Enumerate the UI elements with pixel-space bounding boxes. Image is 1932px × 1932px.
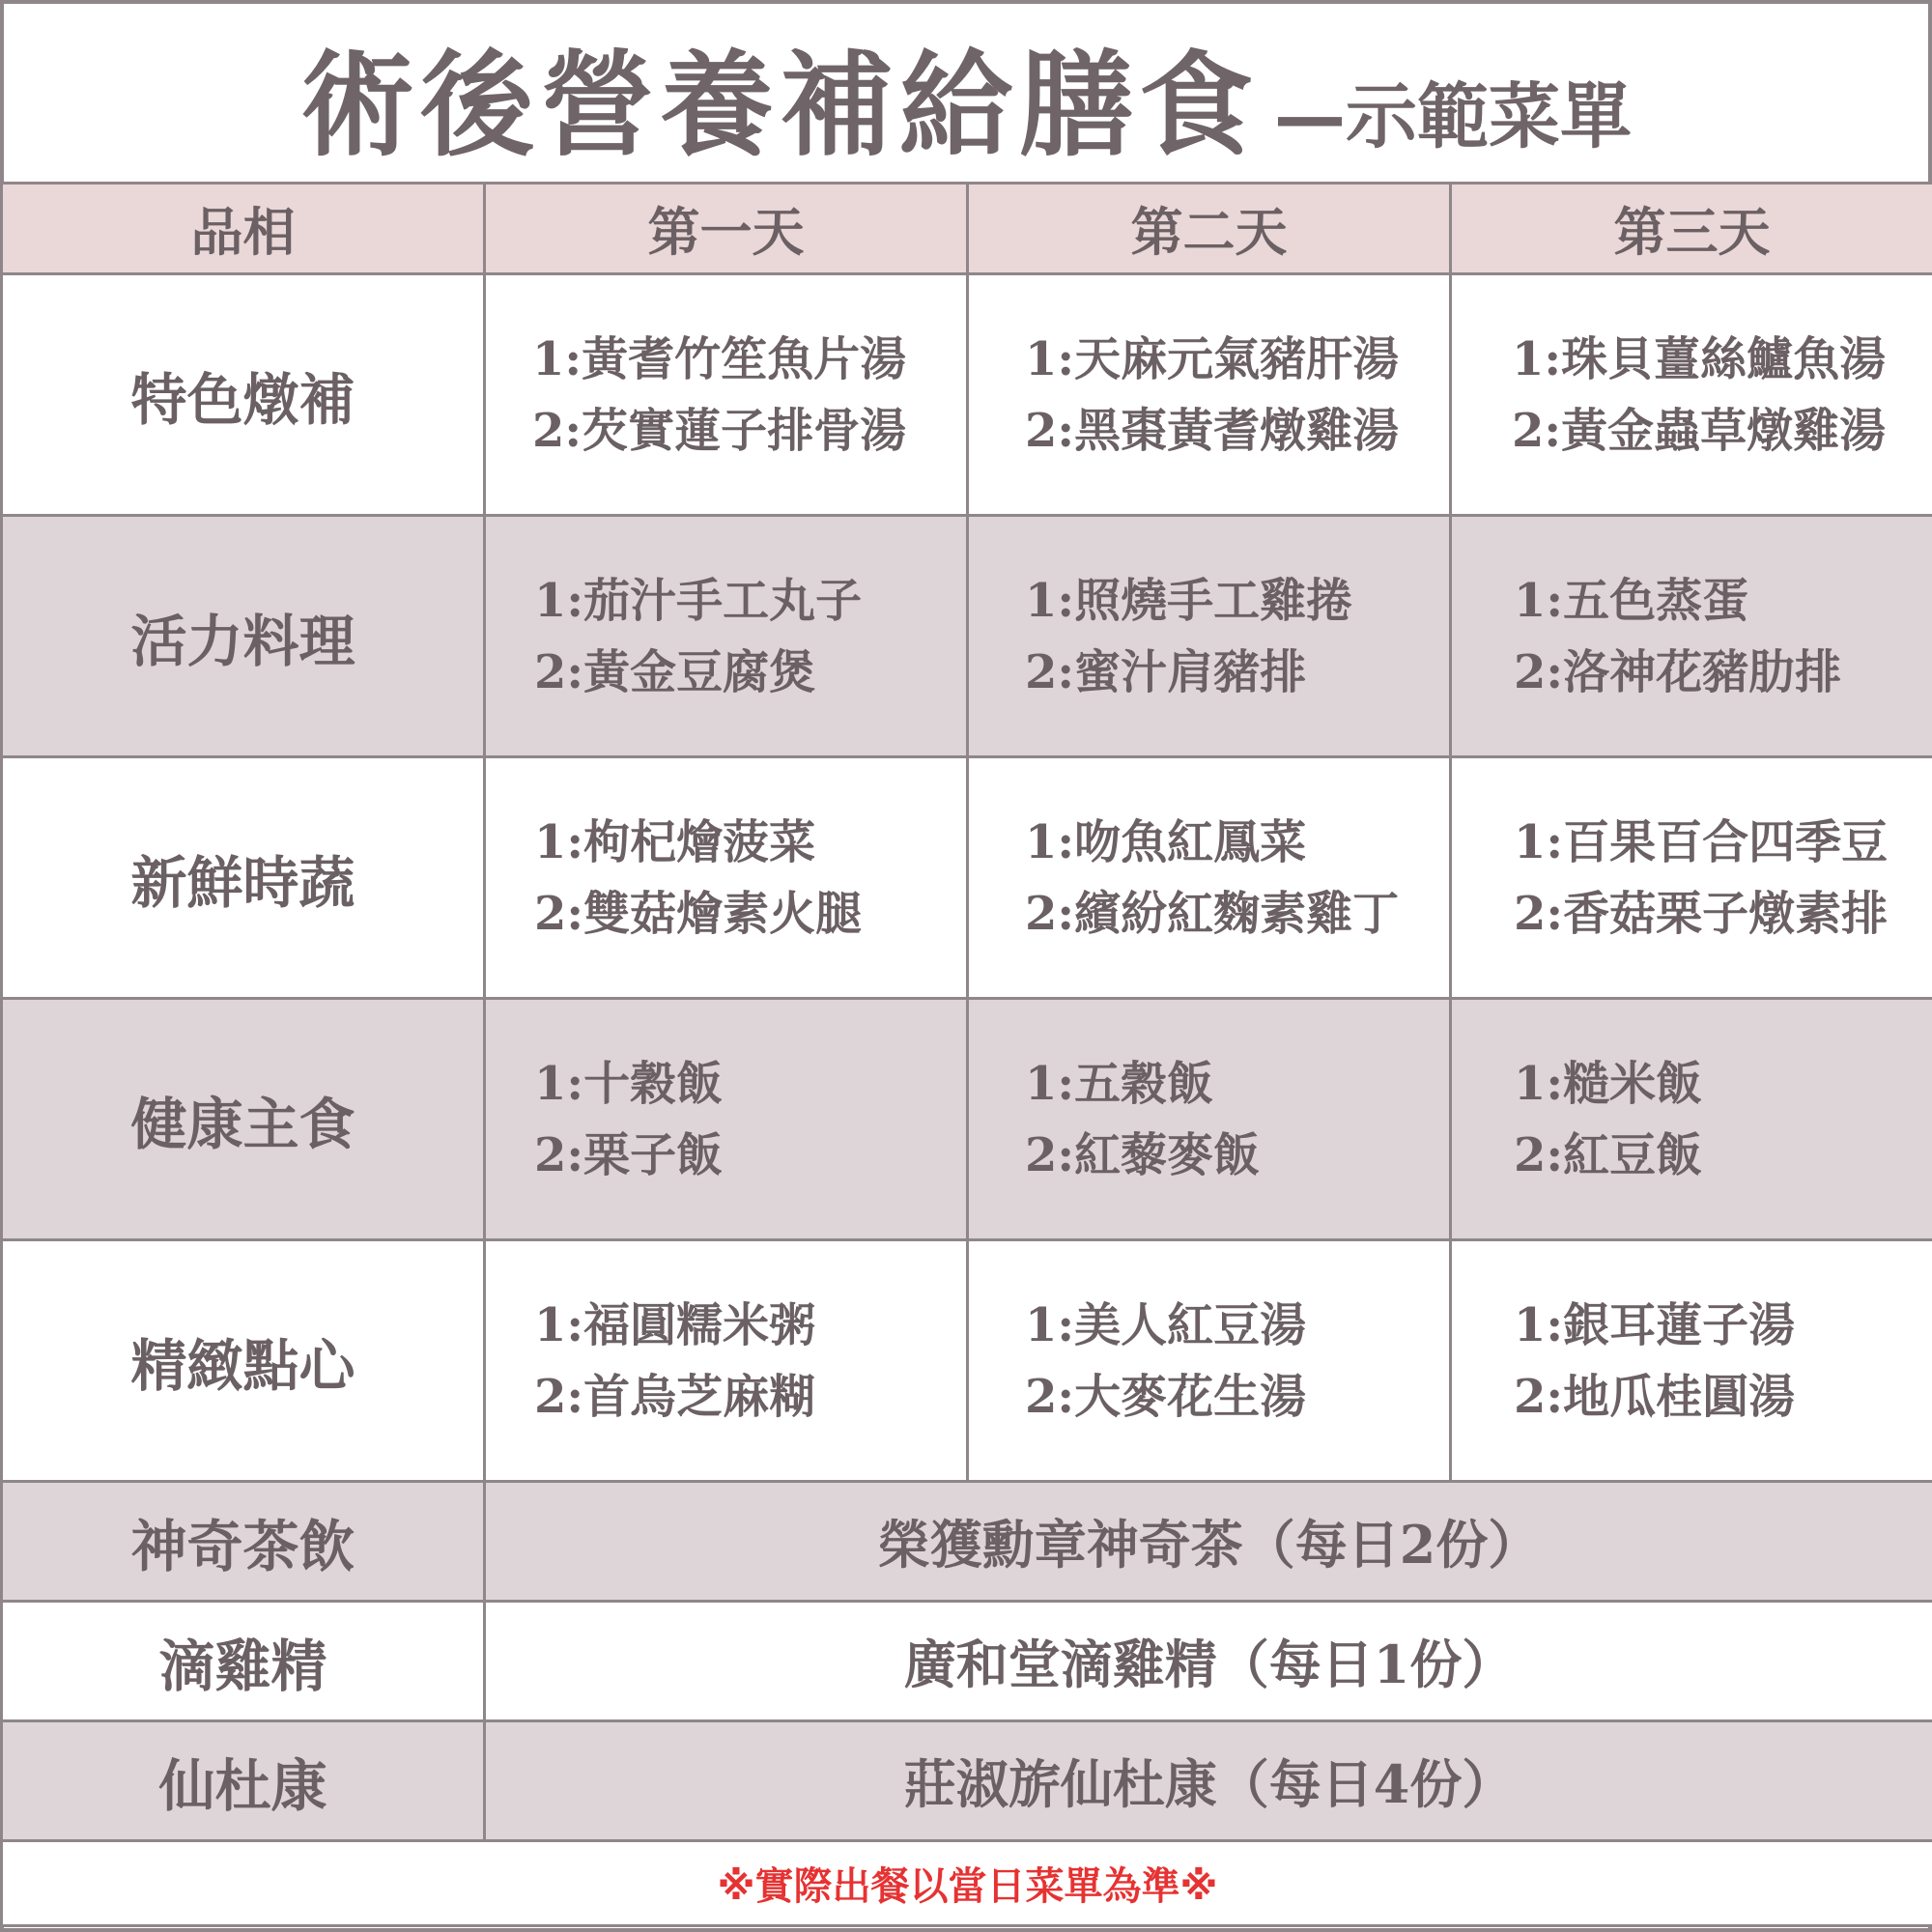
dish-item: 2:首烏芝麻糊: [534, 1369, 816, 1424]
dish-cell: [1451, 757, 1932, 999]
header-day-1: 第一天: [485, 184, 968, 274]
category-cell: 新鮮時蔬: [2, 757, 485, 999]
dish-cell: [485, 516, 968, 757]
page-title: 術後營養補給膳食: [299, 39, 1259, 172]
category-cell: 仙杜康: [2, 1721, 485, 1841]
table-row: [2, 1240, 1932, 1482]
extra-value-cell: 廣和堂滴雞精（每日1份）: [485, 1602, 1932, 1721]
category-cell: 特色燉補: [2, 274, 485, 516]
dish-cell: [1451, 516, 1932, 757]
dish-cell: [968, 274, 1451, 516]
dish-item: 2:香菇栗子燉素排: [1514, 886, 1889, 941]
dish-item: 2:繽紛紅麴素雞丁: [1025, 886, 1400, 941]
category-cell: 健康主食: [2, 999, 485, 1240]
dish-item: 1:福圓糯米粥: [534, 1297, 816, 1352]
dish-item: 2:地瓜桂圓湯: [1514, 1369, 1796, 1424]
dish-item: 1:糙米飯: [1514, 1056, 1703, 1111]
dish-item: 2:雙菇燴素火腿: [534, 886, 863, 941]
dish-item: 2:黃金豆腐煲: [534, 644, 816, 699]
dish-cell: [968, 999, 1451, 1240]
category-cell: 精緻點心: [2, 1240, 485, 1482]
dish-item: 2:芡實蓮子排骨湯: [532, 403, 907, 458]
dish-item: 1:茄汁手工丸子: [534, 573, 863, 628]
dish-item: 1:銀耳蓮子湯: [1514, 1297, 1796, 1352]
dish-cell: [485, 274, 968, 516]
title-bar: [0, 17, 1932, 172]
dish-item: 1:天麻元氣豬肝湯: [1025, 331, 1400, 386]
dish-cell: [968, 1240, 1451, 1482]
dish-item: 2:洛神花豬肋排: [1514, 644, 1842, 699]
dish-item: 2:大麥花生湯: [1025, 1369, 1307, 1424]
dish-item: 2:黃金蟲草燉雞湯: [1512, 403, 1887, 458]
table-row-xianduikang: [2, 1721, 1932, 1841]
extra-value-cell: 莊淑旂仙杜康（每日4份）: [485, 1721, 1932, 1841]
dish-cell: [1451, 999, 1932, 1240]
dish-item: 2:蜜汁肩豬排: [1025, 644, 1307, 699]
header-day-2: 第二天: [968, 184, 1451, 274]
dish-item: 1:吻魚紅鳳菜: [1025, 814, 1307, 869]
table-row: [2, 757, 1932, 999]
dish-item: 1:美人紅豆湯: [1025, 1297, 1307, 1352]
page-subtitle: —示範菜單: [1274, 75, 1632, 158]
dish-cell: [968, 516, 1451, 757]
footer-note: ※實際出餐以當日菜單為準※: [2, 1841, 1932, 1926]
dish-cell: [485, 757, 968, 999]
table-header-row: [2, 184, 1932, 274]
dish-item: 1:枸杞燴菠菜: [534, 814, 816, 869]
table-row-chicken-essence: [2, 1602, 1932, 1721]
table-footer-row: [2, 1841, 1932, 1926]
dish-cell: [485, 1240, 968, 1482]
dish-item: 1:十穀飯: [534, 1056, 724, 1111]
dish-cell: [485, 999, 968, 1240]
table-row: [2, 999, 1932, 1240]
dish-cell: [968, 757, 1451, 999]
category-cell: 滴雞精: [2, 1602, 485, 1721]
category-cell: 活力料理: [2, 516, 485, 757]
category-cell: 神奇茶飲: [2, 1482, 485, 1602]
dish-cell: [1451, 274, 1932, 516]
dish-item: 1:五色蒸蛋: [1514, 573, 1749, 628]
dish-item: 1:黃耆竹笙魚片湯: [532, 331, 907, 386]
header-day-3: 第三天: [1451, 184, 1932, 274]
dish-item: 2:黑棗黃耆燉雞湯: [1025, 403, 1400, 458]
extra-value-cell: 榮獲勳章神奇茶（每日2份）: [485, 1482, 1932, 1602]
table-row: [2, 516, 1932, 757]
header-category: 品相: [2, 184, 485, 274]
dish-item: 1:百果百合四季豆: [1514, 814, 1889, 869]
dish-item: 1:照燒手工雞捲: [1025, 573, 1353, 628]
dish-item: 1:五穀飯: [1025, 1056, 1214, 1111]
table-row: [2, 274, 1932, 516]
menu-table: [0, 182, 1932, 1927]
table-row-tea: [2, 1482, 1932, 1602]
dish-cell: [1451, 1240, 1932, 1482]
dish-item: 2:紅藜麥飯: [1025, 1127, 1261, 1182]
dish-item: 1:珠貝薑絲鱸魚湯: [1512, 331, 1887, 386]
dish-item: 2:栗子飯: [534, 1127, 724, 1182]
dish-item: 2:紅豆飯: [1514, 1127, 1703, 1182]
